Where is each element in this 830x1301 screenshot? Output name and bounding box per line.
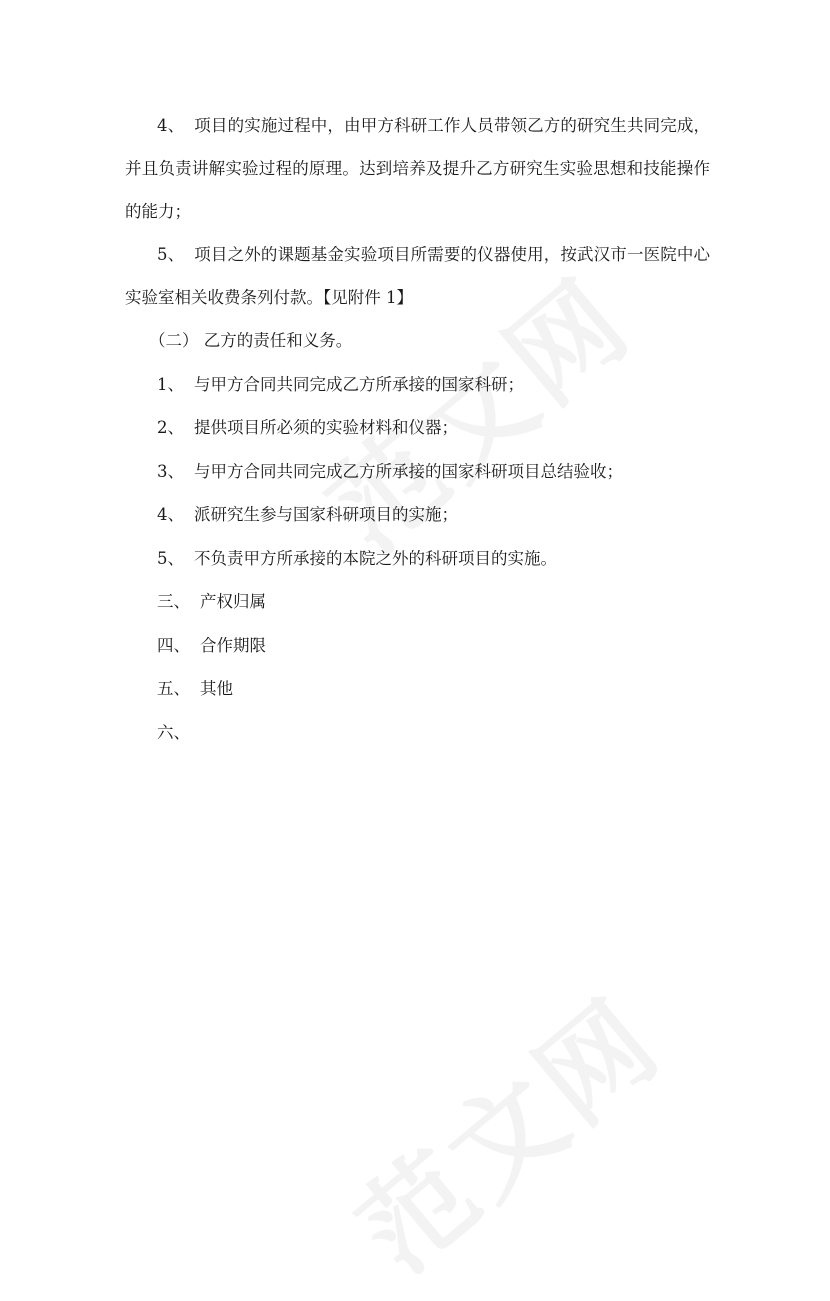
section-heading-five (125, 667, 710, 711)
heading-text: 产权归属 (200, 592, 266, 611)
paragraph-text: 项目的实施过程中，由甲方科研工作人员带领乙方的研究生共同完成，并且负责讲解实验过程的原理。达到培养及提升乙方研究生实验思想和技能操作的能力； (125, 116, 710, 221)
paragraph-number: 4、 (157, 116, 185, 135)
heading-text: 合作期限 (200, 635, 266, 655)
heading-text: 其他 (200, 679, 233, 698)
list-item (125, 406, 710, 450)
document-body (125, 104, 710, 754)
watermark (320, 957, 688, 1301)
list-item (125, 450, 710, 494)
heading-number: 四、 (157, 635, 190, 655)
heading-number: 六、 (157, 722, 190, 742)
item-text: 提供项目所必须的实验材料和仪器； (194, 418, 458, 437)
list-item (125, 363, 710, 407)
paragraph-number: 5、 (157, 245, 185, 264)
item-text: 与甲方合同共同完成乙方所承接的国家科研； (194, 374, 524, 394)
item-number: 3、 (157, 461, 184, 481)
section-heading: （二） 乙方的责任和义务。 (149, 331, 353, 350)
paragraph-text: 项目之外的课题基金实验项目所需要的仪器使用，按武汉市一医院中心实验室相关收费条列付款。【见附件 1】 (125, 245, 710, 307)
list-item (125, 493, 710, 537)
item-text: 与甲方合同共同完成乙方所承接的国家科研项目总结验收； (194, 461, 623, 481)
heading-number: 三、 (157, 592, 190, 611)
list-item (125, 537, 710, 581)
section-heading-three (125, 580, 710, 624)
item-number: 5、 (157, 548, 184, 568)
section-heading-four (125, 624, 710, 668)
item-number: 1、 (157, 374, 184, 394)
heading-number: 五、 (157, 679, 190, 698)
paragraph-5 (125, 233, 710, 319)
item-text: 派研究生参与国家科研项目的实施； (194, 505, 458, 524)
item-number: 4、 (157, 505, 184, 524)
paragraph-4 (125, 104, 710, 233)
section-two (125, 319, 710, 754)
item-text: 不负责甲方所承接的本院之外的科研项目的实施。 (194, 548, 557, 568)
section-heading-six (125, 711, 710, 755)
item-number: 2、 (157, 418, 184, 437)
